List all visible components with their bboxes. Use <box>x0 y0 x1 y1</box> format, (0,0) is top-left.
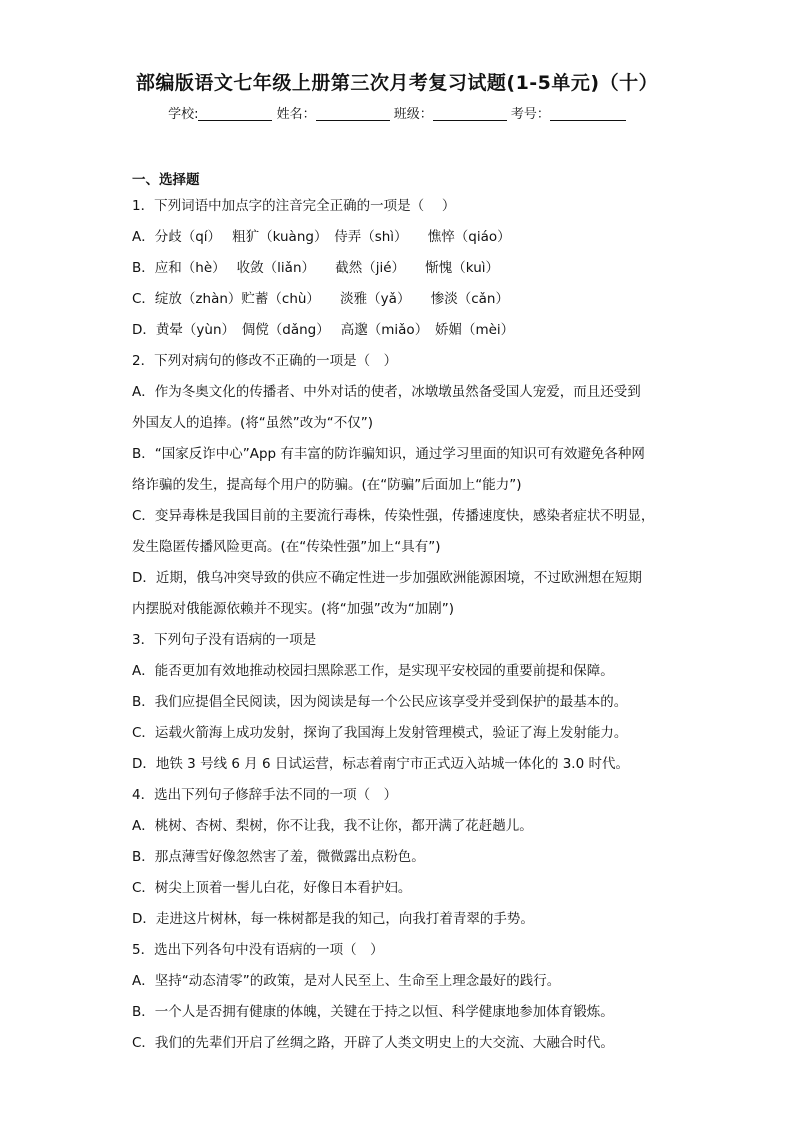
question-list <box>132 191 672 1059</box>
question-stem: 3．下列句子没有语病的一项是 <box>132 632 317 648</box>
student-info-line <box>0 103 794 122</box>
option-line[interactable]: C．绽放（zhàn）贮蓄（chù） 淡雅（yǎ） 惨淡（cǎn） <box>132 291 509 307</box>
section-title: 一、选择题 <box>132 172 200 188</box>
school-label: 学校: <box>168 107 199 122</box>
class-label: 班级： <box>393 107 433 122</box>
option-line[interactable]: C．运载火箭海上成功发射，探询了我国海上发射管理模式，验证了海上发射能力。 <box>132 725 628 741</box>
number-blank[interactable] <box>550 106 626 121</box>
question-stem: 5．选出下列各句中没有语病的一项（ ） <box>132 942 384 958</box>
option-line[interactable]: C．我们的先辈们开启了丝绸之路，开辟了人类文明史上的大交流、大融合时代。 <box>132 1035 614 1051</box>
question-stem: 2．下列对病句的修改不正确的一项是（ ） <box>132 353 398 369</box>
option-line[interactable]: A．桃树、杏树、梨树，你不让我，我不让你，都开满了花赶趟儿。 <box>132 818 533 834</box>
option-line[interactable]: B．一个人是否拥有健康的体魄，关键在于持之以恒、科学健康地参加体育锻炼。 <box>132 1004 614 1020</box>
option-line-cont: 发生隐匿传播风险更高。(在“传染性强”加上“具有”) <box>132 539 441 555</box>
question-stem: 4．选出下列句子修辞手法不同的一项（ ） <box>132 787 398 803</box>
number-label: 考号： <box>510 107 550 122</box>
name-blank[interactable] <box>316 106 390 121</box>
option-line-cont: 外国友人的追捧。(将“虽然”改为“不仅”) <box>132 415 374 431</box>
class-blank[interactable] <box>433 106 507 121</box>
option-line[interactable]: B．那点薄雪好像忽然害了羞，微微露出点粉色。 <box>132 849 425 865</box>
option-line[interactable]: B．应和（hè） 收敛（liǎn） 截然（jié） 惭愧（kuì） <box>132 260 500 276</box>
option-line[interactable]: B．“国家反诈中心”App 有丰富的防诈骗知识，通过学习里面的知识可有效避免各种网 <box>132 446 645 462</box>
name-label: 姓名： <box>276 107 316 122</box>
option-line[interactable]: D．地铁 3 号线 6 月 6 日试运营，标志着南宁市正式迈入站城一体化的 3.0 时代。 <box>132 756 629 772</box>
option-line-cont: 内摆脱对俄能源依赖并不现实。(将“加强”改为“加剧”) <box>132 601 455 617</box>
option-line[interactable]: A．坚持“动态清零”的政策，是对人民至上、生命至上理念最好的践行。 <box>132 973 561 989</box>
page-title: 部编版语文七年级上册第三次月考复习试题(1-5单元)（十） <box>135 72 659 94</box>
option-line[interactable]: C．变异毒株是我国目前的主要流行毒株，传染性强，传播速度快，感染者症状不明显， <box>132 508 655 524</box>
school-blank[interactable] <box>198 106 272 121</box>
option-line[interactable]: C．树尖上顶着一髻儿白花，好像日本看护妇。 <box>132 880 412 896</box>
option-line[interactable]: A．分歧（qí） 粗犷（kuàng） 侍弄（shì） 憔悴（qiáo） <box>132 229 511 245</box>
option-line[interactable]: A．能否更加有效地推动校园扫黑除恶工作，是实现平安校园的重要前提和保障。 <box>132 663 614 679</box>
option-line[interactable]: D．走进这片树林，每一株树都是我的知己，向我打着青翠的手势。 <box>132 911 534 927</box>
option-line-cont: 络诈骗的发生，提高每个用户的防骗。(在“防骗”后面加上“能力”) <box>132 477 522 493</box>
option-line[interactable]: B．我们应提倡全民阅读，因为阅读是每一个公民应该享受并受到保护的最基本的。 <box>132 694 628 710</box>
option-line[interactable]: D．黄晕（yùn） 倜傥（dǎng） 高邈（miǎo） 娇媚（mèi） <box>132 322 515 338</box>
question-stem: 1．下列词语中加点字的注音完全正确的一项是（ ） <box>132 198 456 214</box>
option-line[interactable]: A．作为冬奥文化的传播者、中外对话的使者，冰墩墩虽然备受国人宠爱，而且还受到 <box>132 384 641 400</box>
option-line[interactable]: D．近期，俄乌冲突导致的供应不确定性进一步加强欧洲能源困境，不过欧洲想在短期 <box>132 570 642 586</box>
